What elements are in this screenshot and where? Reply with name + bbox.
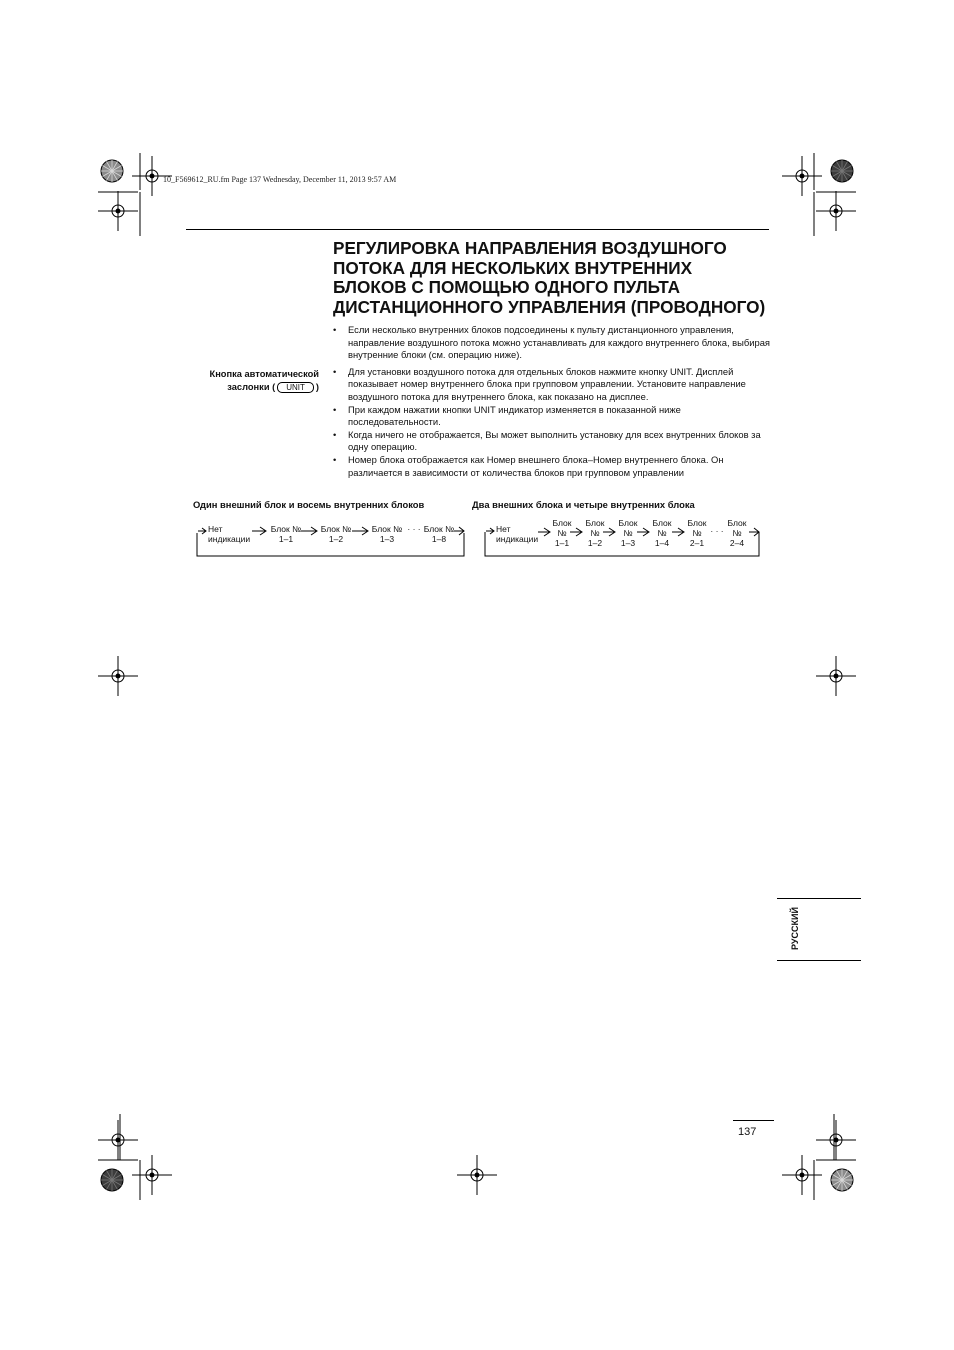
unit-step: Блок № 1–4 <box>652 518 672 548</box>
section-title <box>333 239 773 317</box>
unit-step: Блок № 2–4 <box>727 518 747 548</box>
list-item: • Номер блока отображается как Номер внешнего блока–Номер внутреннего блока. Он различается в зависимости от количества блоков при групповом управлении <box>333 454 773 479</box>
title-line: РЕГУЛИРОВКА НАПРАВЛЕНИЯ ВОЗДУШНОГО <box>333 238 727 258</box>
diagram2 <box>484 516 761 558</box>
top-rule <box>186 229 769 230</box>
file-info: 10_F569612_RU.fm Page 137 Wednesday, December 11, 2013 9:57 AM <box>163 175 397 184</box>
crosshair-mark-icon <box>457 1155 497 1195</box>
color-target-icon <box>101 160 123 182</box>
unit-button-icon: UNIT <box>277 382 314 393</box>
color-target-icon <box>101 1169 123 1191</box>
unit-step: Блок № 1–3 <box>371 524 403 544</box>
language-tab-label: РУССКИЙ <box>790 907 800 950</box>
diagram2-title: Два внешних блока и четыре внутренних блока <box>472 499 695 510</box>
list-item: • Когда ничего не отображается, Вы может выполнить установку для всех внутренних блоков за одну операцию. <box>333 429 773 454</box>
diagram1-title: Один внешний блок и восемь внутренних блоков <box>193 499 425 510</box>
crosshair-mark-icon <box>98 191 138 231</box>
color-target-icon <box>831 1169 853 1191</box>
title-line: БЛОКОВ С ПОМОЩЬЮ ОДНОГО ПУЛЬТА <box>333 277 681 297</box>
start-label: Нет индикации <box>496 524 539 544</box>
instruction-list <box>333 324 773 479</box>
crosshair-mark-icon <box>132 1155 172 1195</box>
arrow-icon <box>749 528 759 536</box>
page-number: 137 <box>733 1120 774 1138</box>
unit-step: Блок № 1–8 <box>423 524 455 544</box>
unit-step: Блок № 2–1 <box>687 518 707 548</box>
title-line: ПОТОКА ДЛЯ НЕСКОЛЬКИХ ВНУТРЕННИХ <box>333 257 693 278</box>
start-label: Нет индикации <box>208 524 251 544</box>
crosshair-mark-icon <box>98 656 138 696</box>
unit-step: Блок № 1–1 <box>552 518 572 548</box>
crosshair-mark-icon <box>782 1155 822 1195</box>
crosshair-mark-icon <box>816 191 856 231</box>
unit-button-label: Кнопка автоматической заслонки ( UNIT ) <box>209 369 319 392</box>
diagram1 <box>196 520 466 558</box>
title-line: ДИСТАНЦИОННОГО УПРАВЛЕНИЯ (ПРОВОДНОГО) <box>333 296 766 317</box>
unit-step: Блок № 1–1 <box>270 524 302 544</box>
crosshair-mark-icon <box>782 156 822 196</box>
arrow-icon <box>252 527 266 535</box>
unit-step: Блок № 1–2 <box>320 524 352 544</box>
crosshair-mark-icon <box>98 1120 138 1160</box>
unit-step: Блок № 1–2 <box>585 518 605 548</box>
ellipsis: · · · <box>407 524 421 534</box>
ellipsis: · · · <box>710 526 724 536</box>
color-target-icon <box>831 160 853 182</box>
crosshair-mark-icon <box>816 656 856 696</box>
list-item: • Если несколько внутренних блоков подсоединены к пульту дистанционного управления, направление воздушного потока можно устанавливать для каждого внутреннего блока, выбирая внутренние блоки (см. операцию ниже). <box>333 324 773 362</box>
list-item: • Для установки воздушного потока для отдельных блоков нажмите кнопку UNIT. Дисплей показывает номер внутреннего блока при групповом управлении. Установите направление воздушного потока для внутреннего блока, как показано на дисплее. <box>333 366 773 404</box>
list-item: • При каждом нажатии кнопки UNIT индикатор изменяется в показанной ниже последовательности. <box>333 404 773 429</box>
unit-step: Блок № 1–3 <box>618 518 638 548</box>
crosshair-mark-icon <box>816 1120 856 1160</box>
